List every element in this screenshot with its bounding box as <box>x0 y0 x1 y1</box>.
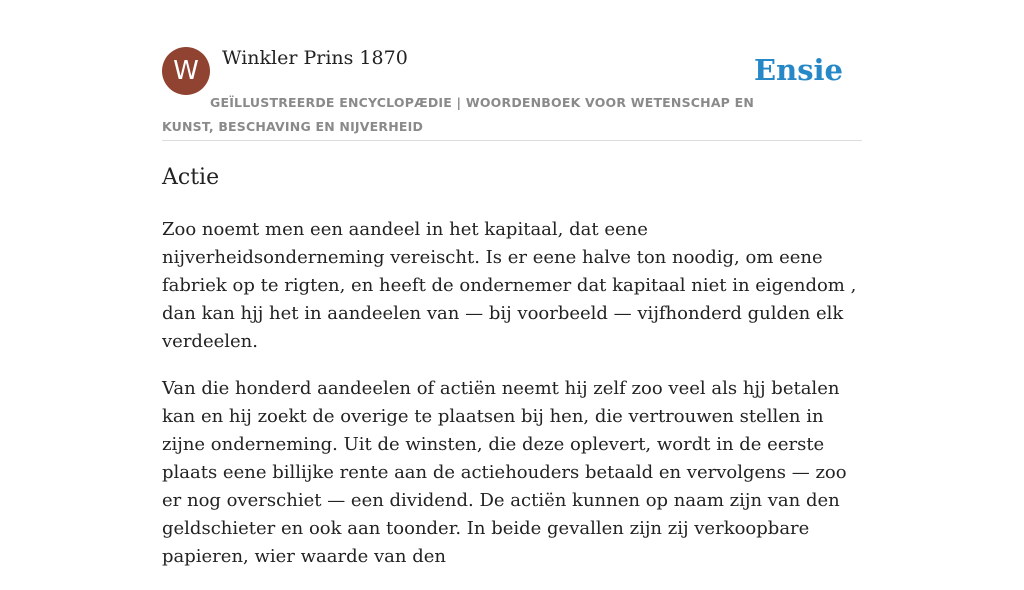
article-paragraph: Zoo noemt men een aandeel in het kapitaal, dat eene nijverheidsonderneming vereischt. Is er eene halve ton noodig, om eene fabriek op te rigten, en heeft de ondernemer dat kapitaal niet in eigendom , dan kan hjj het in aandeelen van — bij voorbeeld — vijfhonderd gulden elk verdeelen. <box>162 219 857 352</box>
source-subtitle: GEÏLLUSTREERDE ENCYCLOPÆDIE | WOORDENBOEK VOOR WETENSCHAP EN KUNST, BESCHAVING EN NIJVERHEID <box>162 95 755 134</box>
source-title-link[interactable]: Winkler Prins 1870 <box>222 47 408 69</box>
article-paragraph: Van die honderd aandeelen of actiën neemt hij zelf zoo veel als hjj betalen kan en hij zoekt de overige te plaatsen bij hen, die vertrouwen stellen in zijne onderneming. Uit de winsten, die deze oplevert, wordt in de eerste plaats eene billijke rente aan de actiehouders betaald en vervolgens — zoo er nog overschiet — een dividend. De actiën kunnen op naam zijn van den geldschieter en ook aan toonder. In beide gevallen zijn zij verkoopbare papieren, wier waarde van den <box>162 378 847 567</box>
article-body <box>162 216 862 590</box>
source-header <box>162 46 862 141</box>
source-avatar[interactable]: W <box>162 47 210 95</box>
ensie-logo-link[interactable]: Ensie <box>754 53 843 87</box>
article-title: Actie <box>162 165 220 190</box>
